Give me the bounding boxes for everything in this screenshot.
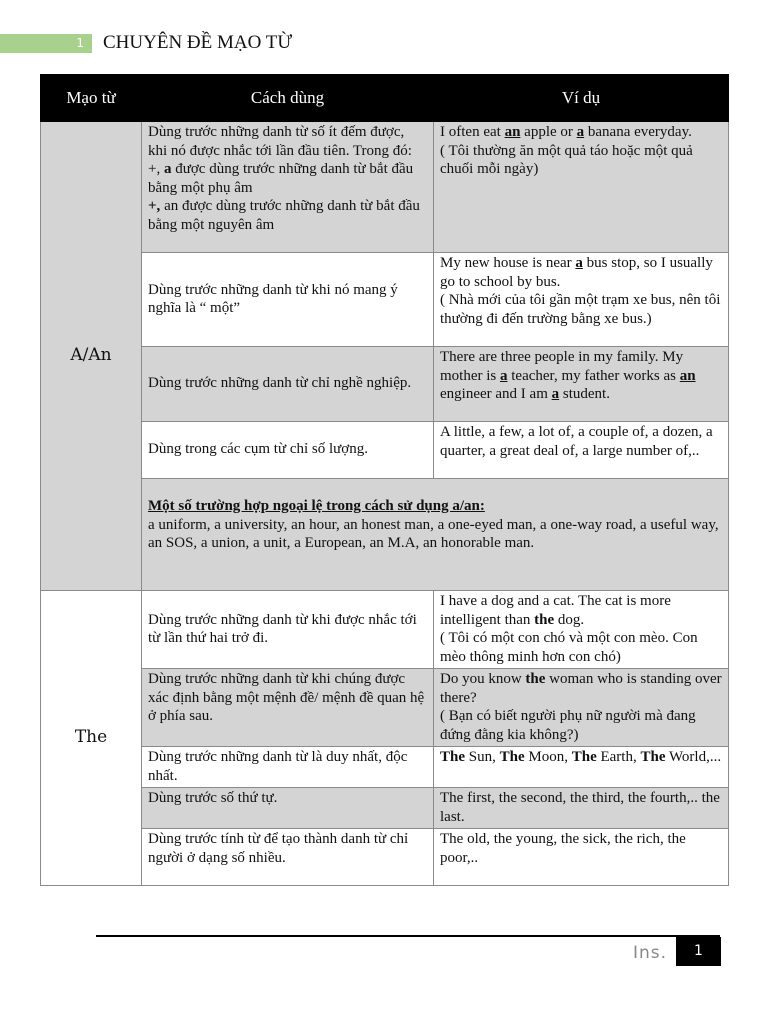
example-cell — [434, 788, 729, 829]
example-text: There are three people in my family. My mother is — [440, 349, 684, 384]
example-text: I often eat — [440, 124, 505, 140]
example-highlight: an — [504, 124, 521, 140]
example-highlight: a — [576, 124, 585, 140]
usage-cell — [142, 788, 434, 829]
example-cell — [434, 591, 729, 669]
example-cell — [434, 122, 729, 253]
usage-text: Dùng trong các cụm từ chỉ số lượng. — [148, 441, 368, 458]
example-text: Moon, — [524, 749, 572, 765]
example-highlight: The — [640, 749, 666, 765]
example-highlight: a — [575, 255, 583, 271]
example-highlight: the — [525, 671, 546, 687]
example-highlight: The — [499, 749, 525, 765]
footer-page-number: 1 — [676, 937, 721, 966]
example-text: banana everyday. — [584, 124, 692, 140]
example-highlight: an — [679, 367, 696, 384]
example-text: World,... — [665, 749, 722, 765]
table-row — [41, 669, 729, 747]
usage-cell — [142, 122, 434, 253]
usage-text: được dùng trước những danh từ bắt đầu bằng một phụ âm — [148, 161, 414, 196]
footer-rule — [96, 935, 720, 937]
example-text: dog. — [554, 611, 585, 628]
example-text: Earth, — [596, 749, 641, 765]
usage-text: Dùng trước tính từ để tạo thành danh từ chỉ người ở dạng số nhiều. — [148, 831, 409, 866]
usage-text: Dùng trước những danh từ là duy nhất, độc nhất. — [148, 749, 408, 784]
table-row — [41, 591, 729, 669]
usage-bold-plus: +, — [148, 198, 161, 214]
exceptions-title: Một số trường hợp ngoại lệ trong cách sử dụng a/an: — [148, 498, 485, 514]
example-text: The old, the young, the sick, the rich, the poor,.. — [440, 831, 686, 866]
column-header-example: Ví dụ — [434, 75, 729, 122]
example-text: A little, a few, a lot of, a couple of, a dozen, a quarter, a great deal of, a large number of,.. — [440, 424, 713, 459]
usage-text: Dùng trước những danh từ chỉ nghề nghiệp. — [148, 375, 412, 392]
usage-cell — [142, 253, 434, 347]
usage-text: Dùng trước những danh từ khi nó mang ý nghĩa là “ một” — [148, 281, 398, 316]
page-title: CHUYÊN ĐỀ MẠO TỪ — [103, 32, 293, 53]
table-row — [41, 747, 729, 788]
table-row — [41, 422, 729, 479]
usage-bold-a: a — [163, 161, 172, 177]
usage-cell — [142, 591, 434, 669]
example-text: woman who is standing over there? — [440, 671, 722, 706]
usage-cell — [142, 669, 434, 747]
usage-text: +, — [148, 161, 164, 177]
footer-text: Ins. — [633, 943, 668, 963]
exceptions-text: a uniform, a university, an hour, an honest man, a one-eyed man, a one-way road, a useful way, an SOS, a union, a unit, a European, an M.A, an honorable man. — [148, 516, 719, 551]
example-translation: ( Bạn có biết người phụ nữ người mà đang đứng đằng kia không?) — [440, 708, 696, 743]
example-translation: ( Tôi thường ăn một quả táo hoặc một quả chuối mỗi ngày) — [440, 142, 693, 177]
example-text: Do you know — [440, 671, 526, 687]
table-row — [41, 122, 729, 253]
example-translation: ( Tôi có một con chó và một con mèo. Con mèo thông minh hơn con chó) — [440, 630, 698, 665]
header-page-number: 1 — [0, 34, 92, 53]
table-row — [41, 788, 729, 829]
example-text: I have a dog and a cat. The cat is more intelligent than — [440, 593, 671, 628]
article-label-a-an: A/An — [41, 122, 142, 591]
table-row — [41, 829, 729, 886]
example-highlight: the — [534, 611, 555, 628]
usage-text: Dùng trước những danh từ khi được nhắc tới từ lần thứ hai trở đi. — [148, 611, 417, 646]
usage-text: Dùng trước những danh từ số ít đếm được, khi nó được nhắc tới lần đầu tiên. Trong đó: — [148, 124, 412, 159]
table-row — [41, 253, 729, 347]
example-text: apple or — [520, 124, 577, 140]
example-text: Sun, — [465, 749, 500, 765]
table-row — [41, 347, 729, 422]
example-cell — [434, 422, 729, 479]
usage-text: Dùng trước số thứ tự. — [148, 790, 278, 806]
exceptions-cell — [142, 479, 729, 591]
example-cell — [434, 747, 729, 788]
column-header-usage: Cách dùng — [142, 75, 434, 122]
article-table — [40, 74, 729, 886]
example-text: teacher, my father works as — [507, 367, 680, 384]
usage-cell — [142, 422, 434, 479]
usage-text: Dùng trước những danh từ khi chúng được xác định bằng một mệnh đề/ mệnh đề quan hệ ở phía sau. — [148, 671, 425, 724]
example-text: The first, the second, the third, the fourth,.. the last. — [440, 790, 720, 825]
example-cell — [434, 829, 729, 886]
example-text: My new house is near — [440, 255, 576, 271]
example-text: student. — [559, 386, 610, 402]
example-cell — [434, 669, 729, 747]
example-highlight: a — [500, 367, 508, 384]
example-cell — [434, 347, 729, 422]
column-header-article: Mạo từ — [41, 75, 142, 122]
example-highlight: The — [571, 749, 597, 765]
usage-text: an được dùng trước những danh từ bắt đầu bằng một nguyên âm — [148, 198, 420, 233]
usage-cell — [142, 347, 434, 422]
example-highlight: a — [551, 386, 560, 402]
example-cell — [434, 253, 729, 347]
usage-cell — [142, 829, 434, 886]
article-label-the: The — [41, 591, 142, 886]
usage-cell — [142, 747, 434, 788]
example-text: bus stop, so I usually go to school by bus. — [440, 255, 713, 290]
table-header-row — [41, 75, 729, 122]
example-translation: ( Nhà mới của tôi gần một trạm xe bus, nên tôi thường đi đến trường bằng xe bus.) — [440, 292, 721, 327]
example-text: engineer and I am — [440, 386, 552, 402]
example-highlight: The — [440, 749, 466, 765]
table-row — [41, 479, 729, 591]
